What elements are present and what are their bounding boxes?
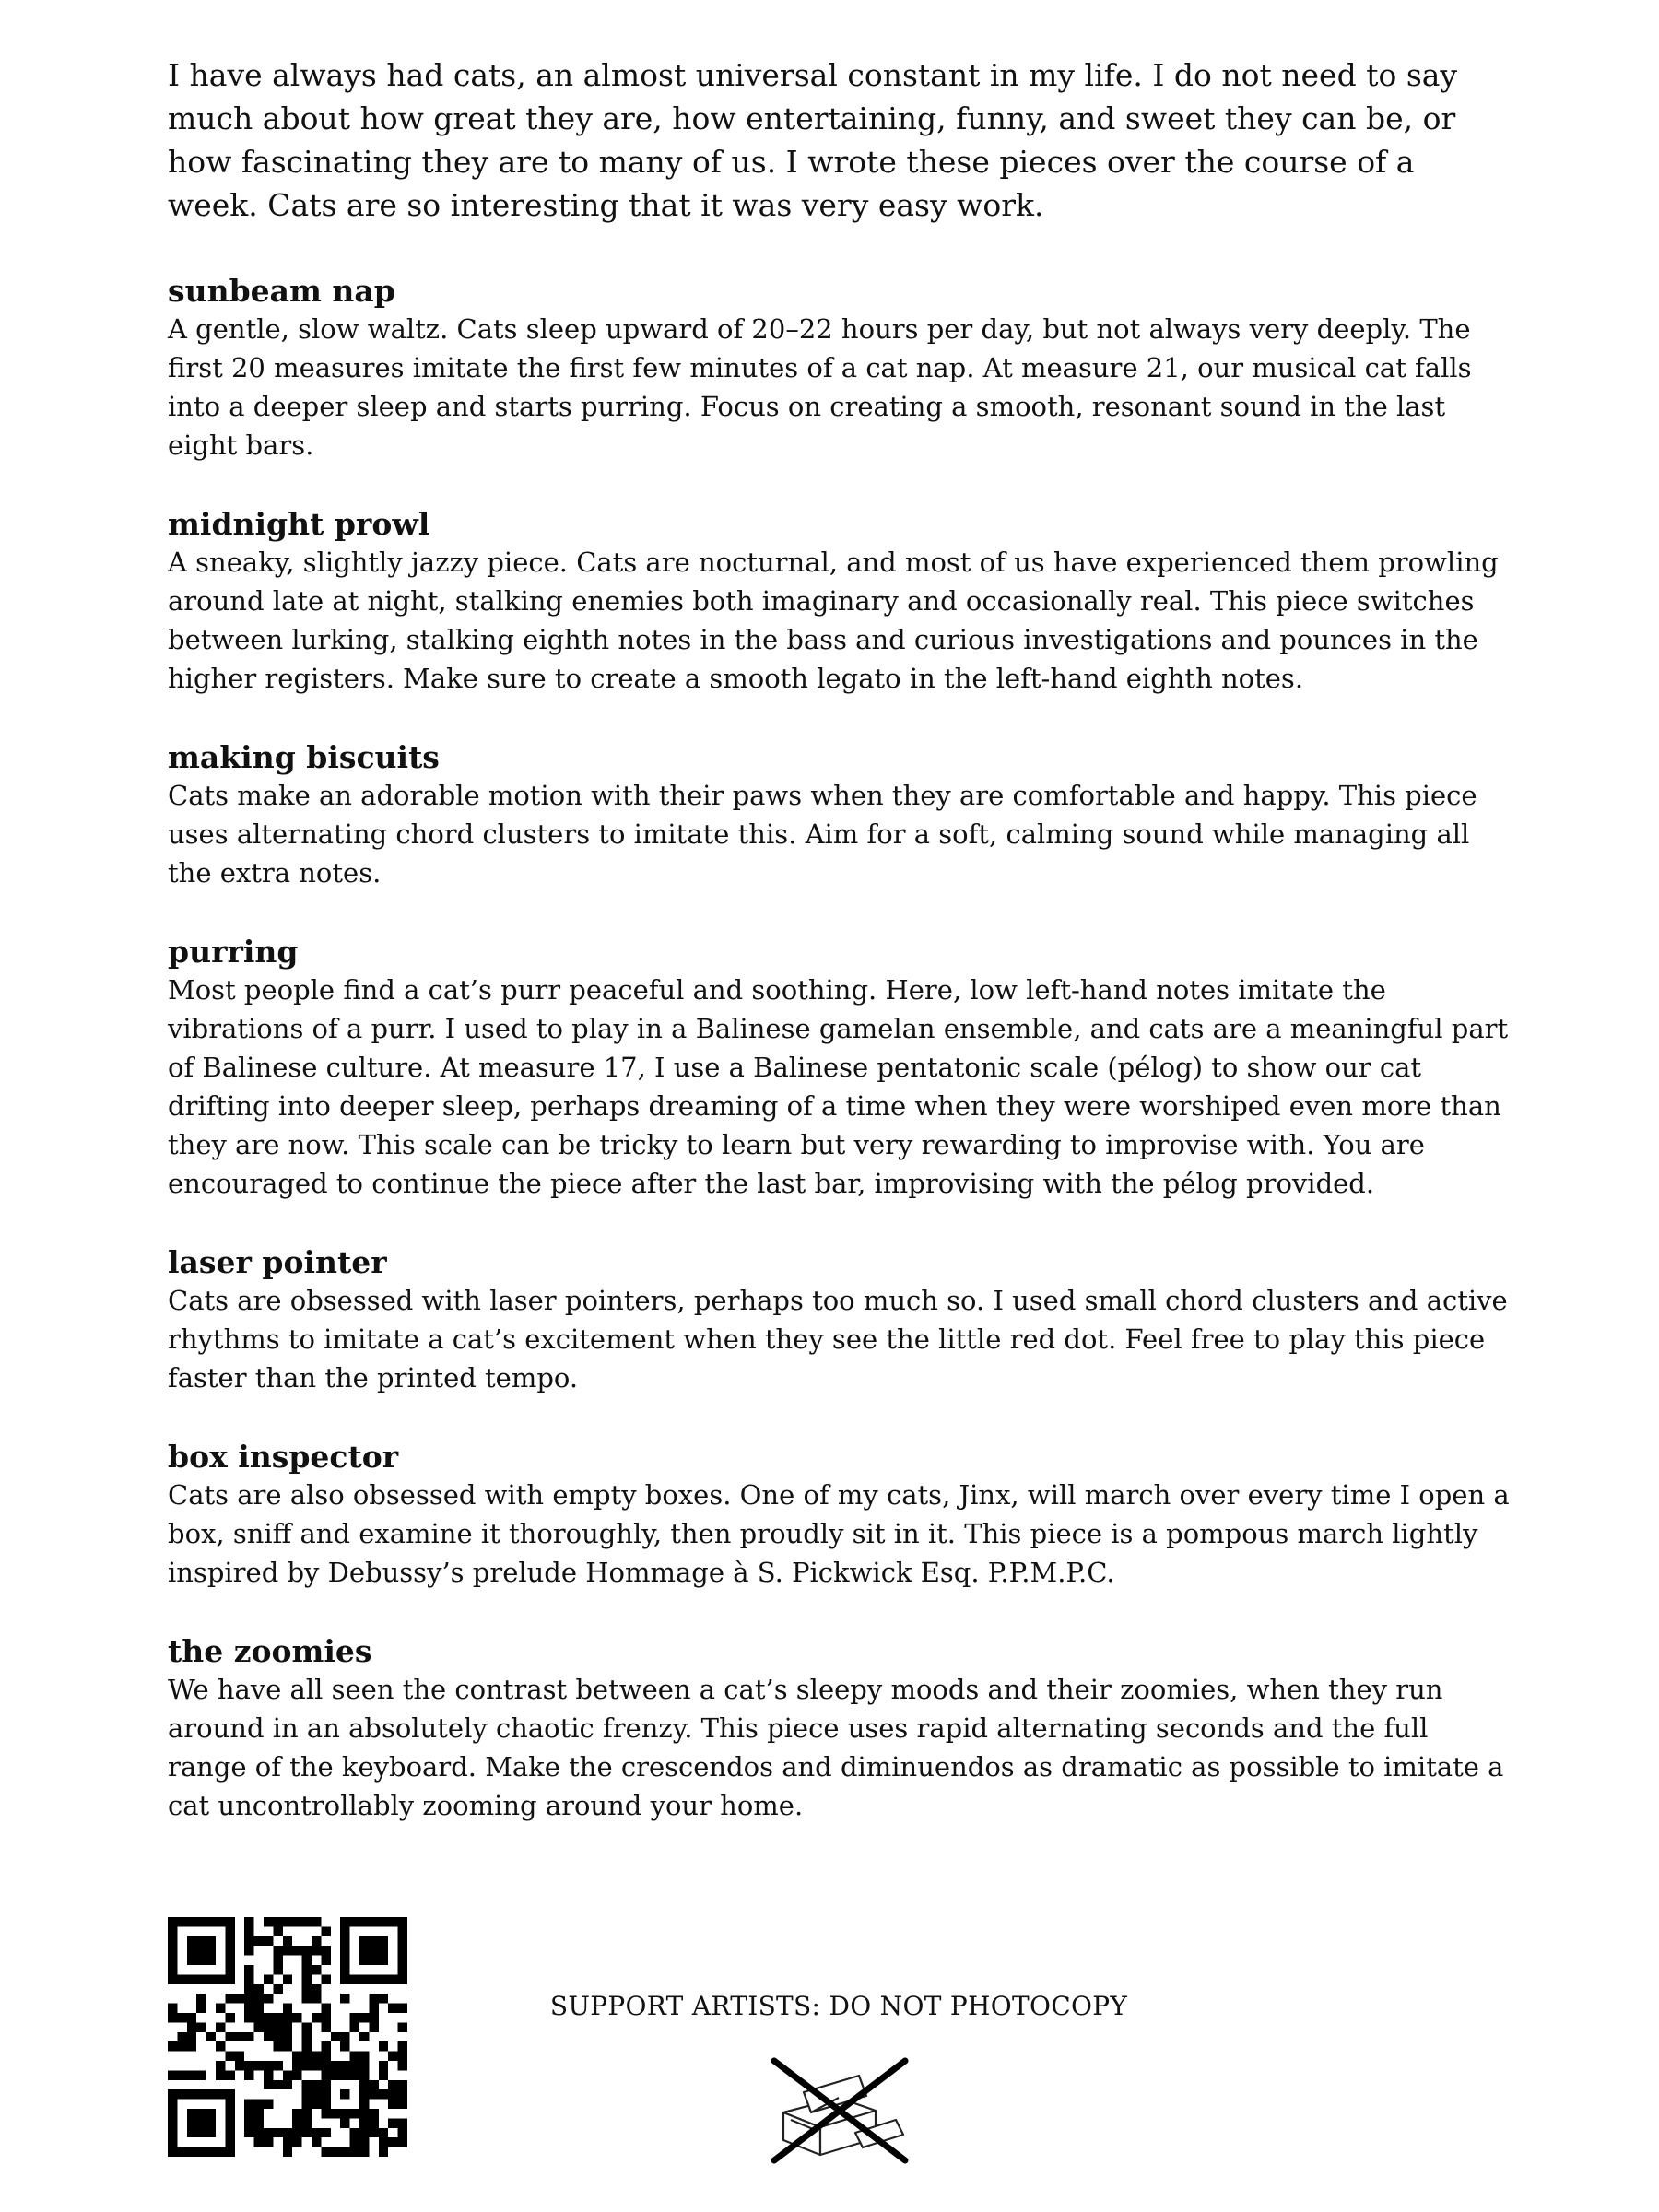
piece-description: Most people find a cat’s purr peaceful and soothing. Here, low left-hand notes imitate the vibrations of a purr. I used to play in a Balinese gamelan ensemble, and cats are a meaningful part of Balinese culture. At measure 17, I use a Balinese pentatonic scale (pélog) to show our cat drifting into deeper sleep, perhaps dreaming of a time when they were worshiped even more than they are now. This scale can be tricky to learn but very rewarding to improvise with. You are encouraged to continue the piece after the last bar, improvising with the pélog provided. <box>168 974 1509 1199</box>
piece-box-inspector <box>168 1439 1513 1592</box>
piece-title: midnight prowl <box>168 506 430 542</box>
no-photocopy-icon <box>767 2055 912 2166</box>
piece-title: making biscuits <box>168 739 440 775</box>
piece-description: A sneaky, slightly jazzy piece. Cats are nocturnal, and most of us have experienced them prowling around late at night, stalking enemies both imaginary and occasionally real. This piece switches between lurking, stalking eighth notes in the bass and curious investigations and pounces in the higher registers. Make sure to create a smooth legato in the left-hand eighth notes. <box>168 547 1499 694</box>
qr-code-icon <box>168 1917 407 2157</box>
piece-description: We have all seen the contrast between a cat’s sleepy moods and their zoomies, when they run around in an absolutely chaotic frenzy. This piece uses rapid alternating seconds and the full range of the keyboard. Make the crescendos and diminuendos as dramatic as possible to imitate a cat uncontrollably zooming around your home. <box>168 1674 1504 1821</box>
piece-description: Cats make an adorable motion with their paws when they are comfortable and happy. This piece uses alternating chord clusters to imitate this. Aim for a soft, calming sound while managing all the extra notes. <box>168 780 1477 888</box>
piece-description: Cats are obsessed with laser pointers, perhaps too much so. I used small chord clusters and active rhythms to imitate a cat’s excitement when they see the little red dot. Feel free to play this piece faster than the printed tempo. <box>168 1285 1508 1394</box>
piece-description: A gentle, slow waltz. Cats sleep upward of 20–22 hours per day, but not always very deeply. The first 20 measures imitate the first few minutes of a cat nap. At measure 21, our musical cat falls into a deeper sleep and starts purring. Focus on creating a smooth, resonant sound in the last eight bars. <box>168 313 1472 461</box>
piece-title: box inspector <box>168 1439 399 1475</box>
page-footer <box>0 1908 1659 2212</box>
piece-sunbeam-nap <box>168 273 1513 465</box>
piece-midnight-prowl <box>168 506 1513 698</box>
piece-laser-pointer <box>168 1244 1513 1397</box>
intro-paragraph: I have always had cats, an almost universal constant in my life. I do not need to say much about how great they are, how entertaining, funny, and sweet they can be, or how fascinating they are to many of us. I wrote these pieces over the course of a week. Cats are so interesting that it was very easy work. <box>168 57 1458 223</box>
piece-title: the zoomies <box>168 1633 372 1669</box>
program-notes <box>168 53 1513 1866</box>
piece-title: laser pointer <box>168 1244 387 1280</box>
piece-description: Cats are also obsessed with empty boxes. One of my cats, Jinx, will march over every time I open a box, sniff and examine it thoroughly, then proudly sit in it. This piece is a pompous march lightly inspired by Debussy’s prelude Hommage à S. Pickwick Esq. P.P.M.P.C. <box>168 1479 1510 1588</box>
copyright-notice: SUPPORT ARTISTS: DO NOT PHOTOCOPY <box>549 1991 1128 2021</box>
piece-making-biscuits <box>168 739 1513 892</box>
piece-title: sunbeam nap <box>168 273 395 309</box>
piece-purring <box>168 934 1513 1203</box>
piece-title: purring <box>168 934 299 970</box>
piece-the-zoomies <box>168 1633 1513 1825</box>
